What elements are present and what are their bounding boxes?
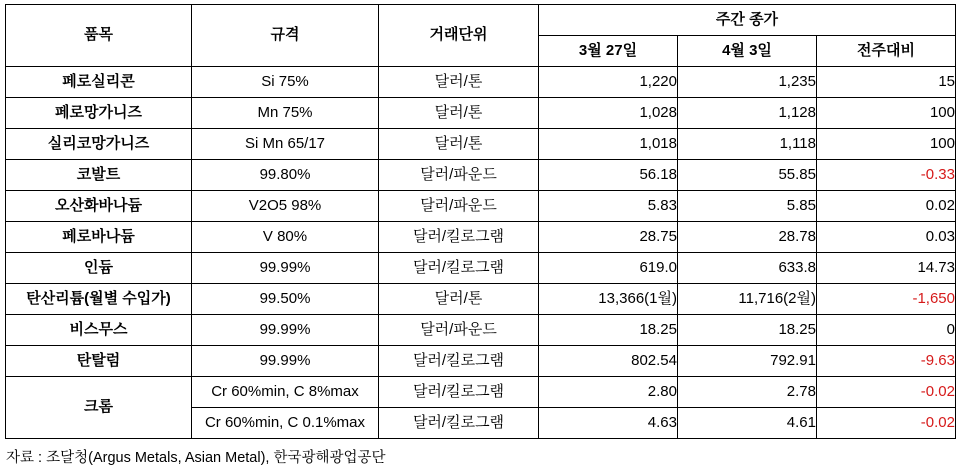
cell-week2: 1,118 bbox=[678, 129, 817, 160]
cell-item: 탄산리튬(월별 수입가) bbox=[6, 284, 192, 315]
cell-unit: 달러/파운드 bbox=[379, 191, 539, 222]
cell-spec: 99.80% bbox=[192, 160, 379, 191]
table-row bbox=[6, 253, 956, 284]
cell-item: 크롬 bbox=[6, 377, 192, 439]
cell-change: 0.02 bbox=[817, 191, 956, 222]
cell-change: -0.02 bbox=[817, 377, 956, 408]
cell-item: 인듐 bbox=[6, 253, 192, 284]
header-week1: 3월 27일 bbox=[539, 36, 678, 67]
cell-spec: Si 75% bbox=[192, 67, 379, 98]
cell-week1: 802.54 bbox=[539, 346, 678, 377]
header-weekly-close: 주간 종가 bbox=[539, 5, 956, 36]
cell-unit: 달러/킬로그램 bbox=[379, 346, 539, 377]
cell-spec: Cr 60%min, C 0.1%max bbox=[192, 408, 379, 439]
cell-week1: 2.80 bbox=[539, 377, 678, 408]
cell-week2: 2.78 bbox=[678, 377, 817, 408]
cell-unit: 달러/킬로그램 bbox=[379, 253, 539, 284]
cell-unit: 달러/톤 bbox=[379, 284, 539, 315]
cell-week1: 28.75 bbox=[539, 222, 678, 253]
cell-week2: 1,128 bbox=[678, 98, 817, 129]
cell-spec: 99.99% bbox=[192, 253, 379, 284]
header-week2: 4월 3일 bbox=[678, 36, 817, 67]
cell-week1: 1,220 bbox=[539, 67, 678, 98]
cell-unit: 달러/톤 bbox=[379, 67, 539, 98]
cell-week2: 11,716(2월) bbox=[678, 284, 817, 315]
cell-unit: 달러/파운드 bbox=[379, 160, 539, 191]
cell-change: 14.73 bbox=[817, 253, 956, 284]
table-row bbox=[6, 129, 956, 160]
cell-spec: 99.50% bbox=[192, 284, 379, 315]
table-row bbox=[6, 191, 956, 222]
cell-change: 100 bbox=[817, 98, 956, 129]
cell-week2: 18.25 bbox=[678, 315, 817, 346]
table-row bbox=[6, 222, 956, 253]
cell-spec: Si Mn 65/17 bbox=[192, 129, 379, 160]
table-row bbox=[6, 67, 956, 98]
cell-week1: 13,366(1월) bbox=[539, 284, 678, 315]
cell-unit: 달러/톤 bbox=[379, 98, 539, 129]
cell-spec: V 80% bbox=[192, 222, 379, 253]
weekly-price-table bbox=[5, 4, 956, 439]
table-row bbox=[6, 377, 956, 408]
header-row-main bbox=[6, 5, 956, 36]
cell-change: 100 bbox=[817, 129, 956, 160]
cell-week2: 1,235 bbox=[678, 67, 817, 98]
table-row bbox=[6, 98, 956, 129]
cell-item: 실리코망가니즈 bbox=[6, 129, 192, 160]
cell-item: 비스무스 bbox=[6, 315, 192, 346]
page-container bbox=[0, 4, 960, 466]
cell-week1: 1,028 bbox=[539, 98, 678, 129]
cell-week2: 4.61 bbox=[678, 408, 817, 439]
cell-spec: 99.99% bbox=[192, 346, 379, 377]
header-item: 품목 bbox=[6, 5, 192, 67]
cell-change: 15 bbox=[817, 67, 956, 98]
table-row bbox=[6, 160, 956, 191]
cell-unit: 달러/킬로그램 bbox=[379, 222, 539, 253]
header-spec: 규격 bbox=[192, 5, 379, 67]
header-change: 전주대비 bbox=[817, 36, 956, 67]
cell-week1: 5.83 bbox=[539, 191, 678, 222]
cell-item: 오산화바나듐 bbox=[6, 191, 192, 222]
cell-change: 0.03 bbox=[817, 222, 956, 253]
cell-week2: 633.8 bbox=[678, 253, 817, 284]
cell-unit: 달러/킬로그램 bbox=[379, 408, 539, 439]
cell-unit: 달러/파운드 bbox=[379, 315, 539, 346]
table-body bbox=[6, 67, 956, 439]
cell-week2: 55.85 bbox=[678, 160, 817, 191]
cell-change: -0.02 bbox=[817, 408, 956, 439]
cell-spec: Cr 60%min, C 8%max bbox=[192, 377, 379, 408]
cell-item: 탄탈럼 bbox=[6, 346, 192, 377]
cell-unit: 달러/킬로그램 bbox=[379, 377, 539, 408]
table-row bbox=[6, 284, 956, 315]
cell-spec: Mn 75% bbox=[192, 98, 379, 129]
table-header bbox=[6, 5, 956, 67]
cell-change: -1,650 bbox=[817, 284, 956, 315]
cell-week1: 619.0 bbox=[539, 253, 678, 284]
cell-change: -9.63 bbox=[817, 346, 956, 377]
header-unit: 거래단위 bbox=[379, 5, 539, 67]
cell-week1: 4.63 bbox=[539, 408, 678, 439]
table-row bbox=[6, 346, 956, 377]
cell-item: 페로망가니즈 bbox=[6, 98, 192, 129]
cell-week1: 1,018 bbox=[539, 129, 678, 160]
cell-week1: 56.18 bbox=[539, 160, 678, 191]
cell-week1: 18.25 bbox=[539, 315, 678, 346]
source-note: 자료 : 조달청(Argus Metals, Asian Metal), 한국광해광업공단 bbox=[6, 450, 386, 466]
cell-week2: 792.91 bbox=[678, 346, 817, 377]
cell-change: 0 bbox=[817, 315, 956, 346]
table-row bbox=[6, 315, 956, 346]
cell-item: 페로바나듐 bbox=[6, 222, 192, 253]
cell-spec: V2O5 98% bbox=[192, 191, 379, 222]
cell-spec: 99.99% bbox=[192, 315, 379, 346]
cell-item: 페로실리콘 bbox=[6, 67, 192, 98]
cell-week2: 28.78 bbox=[678, 222, 817, 253]
cell-item: 코발트 bbox=[6, 160, 192, 191]
cell-unit: 달러/톤 bbox=[379, 129, 539, 160]
cell-week2: 5.85 bbox=[678, 191, 817, 222]
cell-change: -0.33 bbox=[817, 160, 956, 191]
